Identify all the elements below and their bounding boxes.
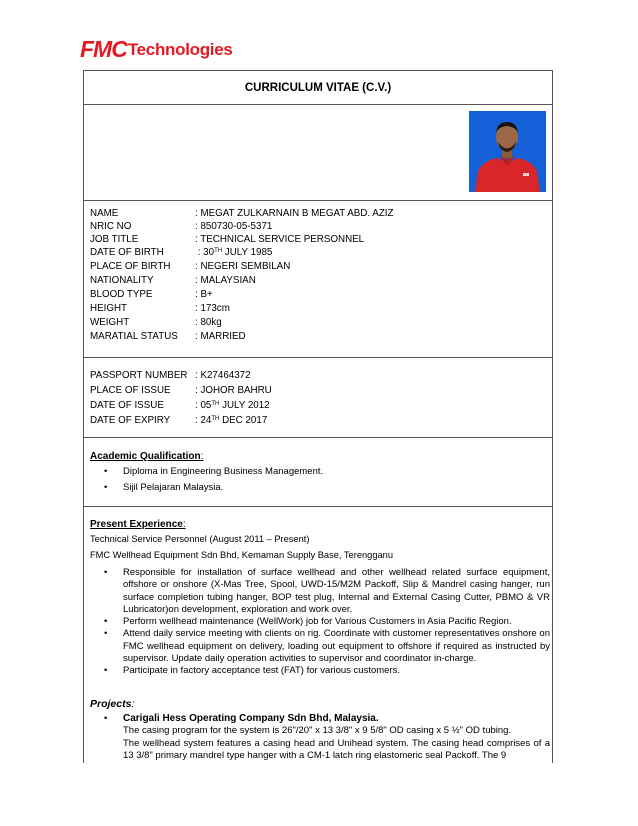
value-ordinal: TH	[214, 248, 223, 254]
list-item	[90, 713, 550, 725]
field-label: HEIGHT	[90, 303, 128, 314]
field-value	[195, 415, 267, 427]
list-item-text: Responsible for installation of surface wellhead and other wellhead related surface equipment, offshore or onshore (X-Mas Tree, Spool, UWD-15/M2M Packoff, Slip & Mandrel casing hanger, run surface completion tubing hanger, BOP test plug, Internal and External Casing Cutter, PBMO & VR Lubricator)on development, exploration and work over.	[123, 567, 550, 615]
project-entry	[90, 713, 550, 763]
field-row-blood-type	[90, 289, 213, 301]
field-label: WEIGHT	[90, 317, 130, 328]
project-description	[90, 725, 550, 762]
value-ordinal: TH	[211, 401, 220, 407]
field-label: PLACE OF ISSUE	[90, 385, 171, 396]
projects-heading-text: Projects	[90, 698, 132, 710]
field-row-date-of-expiry	[90, 415, 267, 427]
profile-photo	[469, 111, 546, 192]
field-row-nric	[90, 221, 272, 233]
field-value: : MEGAT ZULKARNAIN B MEGAT ABD. AZIZ	[195, 208, 394, 219]
field-label: PASSPORT NUMBER	[90, 370, 188, 381]
list-item	[90, 466, 550, 478]
field-label: NATIONALITY	[90, 275, 154, 286]
heading-colon: :	[131, 698, 135, 710]
logo-technologies-text: Technologies	[127, 40, 233, 59]
value-day: : 30	[195, 247, 215, 258]
divider-photo	[83, 200, 553, 201]
field-value: : TECHNICAL SERVICE PERSONNEL	[195, 234, 365, 245]
list-item	[90, 482, 550, 494]
company-logo	[80, 37, 233, 61]
field-row-weight	[90, 317, 222, 329]
value-month-year: JULY 1985	[222, 247, 273, 258]
field-row-passport-number	[90, 370, 251, 382]
field-row-nationality	[90, 275, 256, 287]
logo-fmc-text: FMC	[80, 36, 127, 62]
bullet-icon: •	[104, 665, 108, 677]
field-row-marital-status	[90, 331, 246, 343]
document-title: CURRICULUM VITAE (C.V.)	[244, 82, 392, 94]
bullet-icon: •	[104, 713, 108, 724]
bullet-icon: •	[104, 567, 108, 578]
project-line: The casing program for the system is 26"/20" x 13 3/8" x 9 5/8" OD casing x 5 ½" OD tubing.	[123, 725, 512, 737]
list-item	[90, 665, 550, 677]
field-row-place-of-issue	[90, 385, 272, 397]
experience-list	[90, 567, 550, 678]
value-month-year: JULY 2012	[219, 400, 270, 411]
value-day: : 24	[195, 415, 212, 426]
field-row-date-of-birth	[90, 247, 272, 259]
experience-heading-text: Present Experience	[90, 519, 183, 530]
value-ordinal: TH	[211, 416, 220, 422]
list-item-text: Diploma in Engineering Business Management.	[123, 466, 324, 477]
field-value: : MARRIED	[195, 331, 246, 342]
experience-company: FMC Wellhead Equipment Sdn Bhd, Kemaman Supply Base, Terengganu	[90, 550, 394, 560]
academic-heading-text: Academic Qualification	[90, 451, 201, 462]
bullet-icon: •	[104, 616, 108, 628]
field-row-job-title	[90, 234, 364, 246]
field-row-place-of-birth	[90, 261, 290, 273]
list-item-text: Participate in factory acceptance test (FAT) for various customers.	[123, 665, 401, 677]
project-company: Carigali Hess Operating Company Sdn Bhd, Malaysia.	[123, 713, 379, 724]
field-label: JOB TITLE	[90, 234, 139, 245]
academic-heading	[90, 451, 203, 462]
bullet-icon: •	[104, 628, 108, 640]
list-item	[90, 628, 550, 665]
value-month-year: DEC 2017	[219, 415, 268, 426]
list-item-text: Perform wellhead maintenance (WellWork) job for Various Customers in Asia Pacific Region.	[123, 616, 512, 628]
field-value: : 173cm	[195, 303, 230, 314]
field-value: : 80kg	[195, 317, 222, 328]
field-label: NRIC NO	[90, 221, 132, 232]
experience-position: Technical Service Personnel (August 2011 – Present)	[90, 534, 310, 544]
field-label: DATE OF EXPIRY	[90, 415, 171, 426]
field-value: : MALAYSIAN	[195, 275, 256, 286]
projects-heading	[90, 698, 134, 710]
list-item	[90, 616, 550, 628]
academic-list	[90, 466, 550, 495]
divider-passport	[83, 437, 553, 438]
heading-colon: :	[182, 519, 186, 530]
divider-academic	[83, 506, 553, 507]
divider-title	[83, 104, 553, 105]
value-day: : 05	[195, 400, 212, 411]
list-item	[90, 567, 550, 616]
list-item-text: Sijil Pelajaran Malaysia.	[123, 482, 224, 494]
field-label: DATE OF ISSUE	[90, 400, 164, 411]
project-line: The wellhead system features a casing head and Unihead system. The casing head comprises of a 13 3/8" primary mandrel type hanger with a CM-1 latch ring elastomeric seal Packoff. The 9	[123, 737, 550, 762]
field-value: : B+	[195, 289, 213, 300]
field-value: : 850730-05-5371	[195, 221, 273, 232]
list-item-text: Attend daily service meeting with clients on rig. Coordinate with customer representatives onshore on FMC wellhead equipment on delivery, loading out equipment to offshore if required as instructed by supervisor. Update daily operation activities to supervisor and coordinator in-charge.	[123, 628, 550, 665]
field-label: DATE OF BIRTH	[90, 247, 164, 258]
field-label: BLOOD TYPE	[90, 289, 153, 300]
field-row-height	[90, 303, 230, 315]
field-value: : NEGERI SEMBILAN	[195, 261, 291, 272]
field-value: : JOHOR BAHRU	[195, 385, 272, 396]
field-row-date-of-issue	[90, 400, 270, 412]
field-label: PLACE OF BIRTH	[90, 261, 171, 272]
field-row-name	[90, 208, 394, 220]
bullet-icon: •	[104, 482, 108, 494]
field-label: NAME	[90, 208, 119, 219]
divider-personal	[83, 357, 553, 358]
experience-heading	[90, 519, 186, 530]
bullet-icon: •	[104, 466, 108, 477]
heading-colon: :	[200, 451, 204, 462]
field-value: : K27464372	[195, 370, 251, 381]
field-value	[195, 400, 270, 412]
field-label: MARATIAL STATUS	[90, 331, 178, 342]
field-value	[195, 247, 272, 259]
